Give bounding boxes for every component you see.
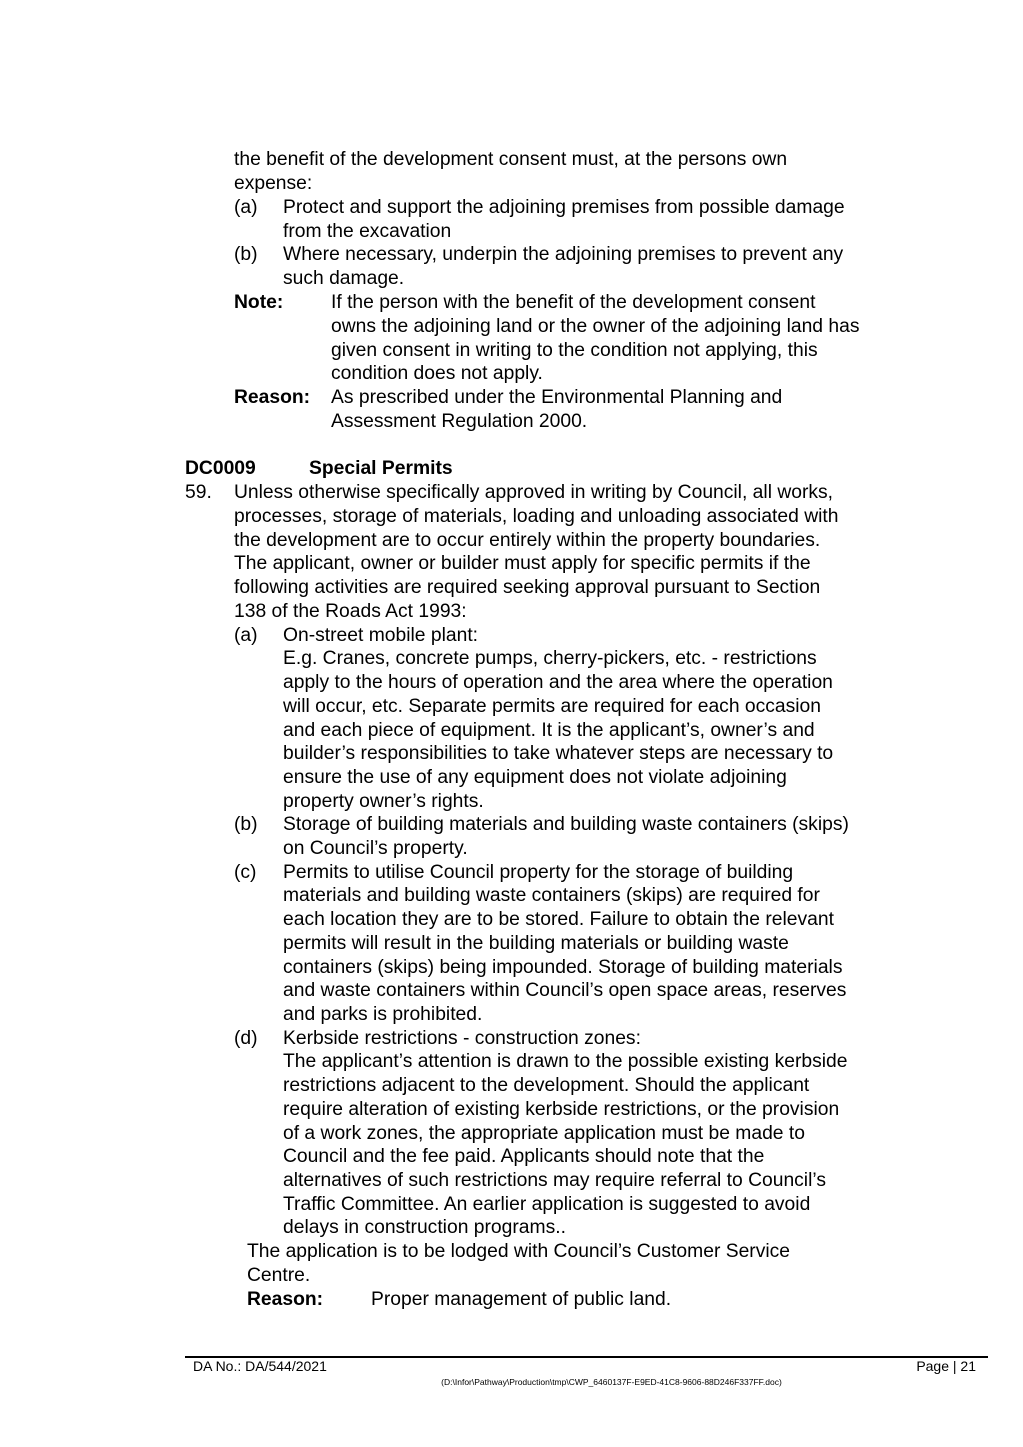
intro-reason-line-1: As prescribed under the Environmental Planning and [331,387,783,408]
item-a-line-1: On-street mobile plant: [283,625,479,646]
closing-line-2: Centre. [247,1265,311,1286]
item-b-line-2: on Council’s property. [283,838,468,859]
item-d-line-4: require alteration of existing kerbside restrictions, or the provision [283,1099,840,1120]
intro-reason-label: Reason: [234,387,311,408]
note-line-2: owns the adjoining land or the owner of the adjoining land has [331,316,860,337]
note-line-1: If the person with the benefit of the development consent [331,292,816,313]
item-a-line-7: ensure the use of any equipment does not violate adjoining [283,767,787,788]
condition-number: 59. [185,482,212,503]
intro-item-a-line-1: Protect and support the adjoining premises from possible damage [283,197,845,218]
item-a-line-3: apply to the hours of operation and the area where the operation [283,672,833,693]
footer-da-number: DA No.: DA/544/2021 [193,1358,327,1374]
item-a-line-5: and each piece of equipment. It is the applicant’s, owner’s and [283,720,815,741]
item-d-line-3: restrictions adjacent to the development. Should the applicant [283,1075,810,1096]
section-code: DC0009 [185,458,256,479]
item-a-label: (a) [234,625,258,646]
note-line-4: condition does not apply. [331,363,543,384]
item-c-line-5: containers (skips) being impounded. Storage of building materials [283,957,843,978]
item-c-line-4: permits will result in the building materials or building waste [283,933,789,954]
item-d-line-5: of a work zones, the appropriate application must be made to [283,1123,805,1144]
item-b-label: (b) [234,814,258,835]
intro-item-a-line-2: from the excavation [283,221,452,242]
intro-item-b-line-2: such damage. [283,268,405,289]
intro-item-a-label: (a) [234,197,258,218]
item-d-label: (d) [234,1028,258,1049]
item-a-line-8: property owner’s rights. [283,791,484,812]
para-line-5: following activities are required seeking approval pursuant to Section [234,577,821,598]
footer-page-number: Page | 21 [916,1358,976,1374]
para-line-3: the development are to occur entirely within the property boundaries. [234,530,821,551]
item-d-line-2: The applicant’s attention is drawn to the possible existing kerbside [283,1051,848,1072]
intro-item-b-label: (b) [234,244,258,265]
section-reason-text: Proper management of public land. [371,1289,672,1310]
item-c-line-7: and parks is prohibited. [283,1004,483,1025]
item-a-line-6: builder’s responsibilities to take whatever steps are necessary to [283,743,834,764]
intro-line-1: the benefit of the development consent must, at the persons own [234,149,788,170]
intro-reason-line-2: Assessment Regulation 2000. [331,411,588,432]
item-d-line-9: delays in construction programs.. [283,1217,566,1238]
para-line-1: Unless otherwise specifically approved in writing by Council, all works, [234,482,834,503]
item-b-line-1: Storage of building materials and building waste containers (skips) [283,814,849,835]
intro-item-b-line-1: Where necessary, underpin the adjoining premises to prevent any [283,244,844,265]
closing-line-1: The application is to be lodged with Council’s Customer Service [247,1241,791,1262]
note-label: Note: [234,292,284,313]
item-d-line-8: Traffic Committee. An earlier application is suggested to avoid [283,1194,811,1215]
para-line-4: The applicant, owner or builder must apply for specific permits if the [234,553,811,574]
section-reason-label: Reason: [247,1289,324,1310]
item-d-line-6: Council and the fee paid. Applicants should note that the [283,1146,765,1167]
section-title: Special Permits [309,458,453,479]
item-c-line-1: Permits to utilise Council property for the storage of building [283,862,794,883]
note-line-3: given consent in writing to the condition not applying, this [331,340,818,361]
item-c-line-3: each location they are to be stored. Failure to obtain the relevant [283,909,834,930]
item-a-line-4: will occur, etc. Separate permits are required for each occasion [283,696,821,717]
item-c-label: (c) [234,862,257,883]
footer-file-path: (D:\Infor\Pathway\Production\tmp\CWP_6460137F-E9ED-41C8-9606-88D246F337FF.doc) [441,1377,782,1387]
item-c-line-6: and waste containers within Council’s open space areas, reserves [283,980,847,1001]
para-line-6: 138 of the Roads Act 1993: [234,601,467,622]
intro-line-2: expense: [234,173,313,194]
para-line-2: processes, storage of materials, loading and unloading associated with [234,506,839,527]
item-a-line-2: E.g. Cranes, concrete pumps, cherry-pickers, etc. - restrictions [283,648,817,669]
item-c-line-2: materials and building waste containers (skips) are required for [283,885,820,906]
item-d-line-7: alternatives of such restrictions may require referral to Council’s [283,1170,826,1191]
item-d-line-1: Kerbside restrictions - construction zones: [283,1028,641,1049]
